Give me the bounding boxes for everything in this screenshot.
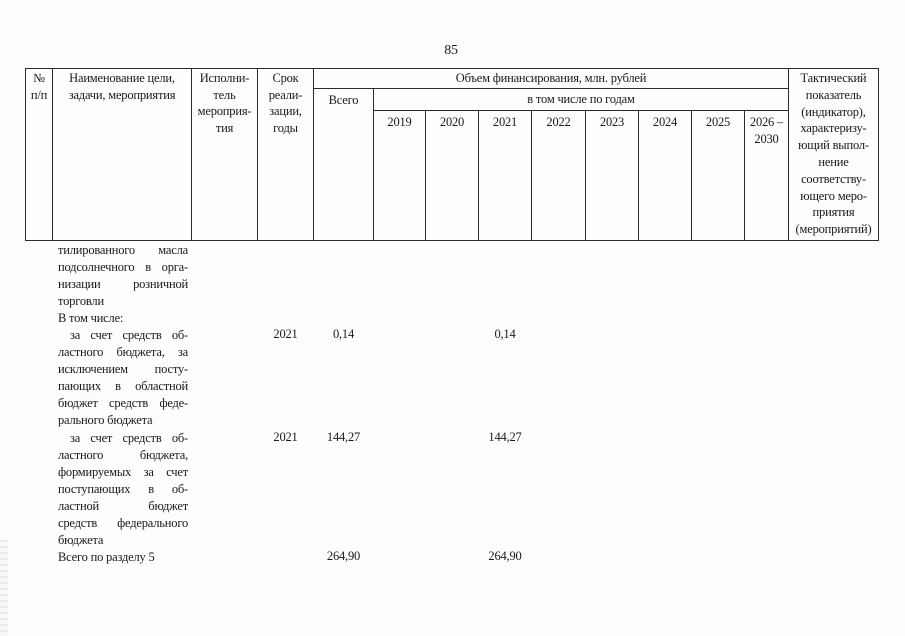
text-line: пающих в областной	[58, 379, 188, 393]
text-line: торговли	[58, 294, 104, 308]
text-line: В том числе:	[58, 311, 124, 325]
text-line: ластного бюджета,	[58, 448, 188, 462]
header-by-years: в том числе по годам	[527, 92, 635, 106]
row-value-2021: 144,27	[488, 430, 522, 444]
section-total-2021: 264,90	[488, 549, 522, 563]
text-line: подсолнечного в орга-	[58, 260, 188, 274]
text-line: рального бюджета	[58, 413, 153, 427]
text-line: формируемых за счет	[58, 465, 188, 479]
header-col-name: Наименование цели, задачи, мероприятия	[68, 71, 176, 102]
header-col-executor: Исполни- тель мероприя- тия	[197, 71, 252, 135]
text-line: бюджета	[58, 533, 104, 547]
scan-artifact	[0, 540, 8, 636]
text-line: бюджет средств феде-	[58, 396, 188, 410]
header-year-2023: 2023	[599, 115, 625, 129]
header-funding-title: Объем финансирования, млн. рублей	[455, 71, 647, 85]
header-year-2024: 2024	[652, 115, 678, 129]
header-year-2021: 2021	[492, 115, 518, 129]
header-col-number: № п/п	[30, 71, 48, 102]
row-total: 144,27	[326, 430, 361, 444]
text-line: за счет средств об-	[70, 328, 188, 342]
header-year-2020: 2020	[439, 115, 465, 129]
header-col-term: Срок реали- зации, годы	[268, 71, 303, 135]
row-total: 0,14	[332, 327, 355, 341]
page-number: 85	[444, 43, 458, 58]
text-line: тилированного масла	[58, 243, 188, 257]
header-year-2019: 2019	[387, 115, 412, 129]
section-total-label: Всего по разделу 5	[58, 550, 155, 564]
row-term: 2021	[273, 430, 298, 444]
text-line: за счет средств об-	[70, 431, 188, 445]
section-total-value: 264,90	[326, 549, 361, 563]
text-line: поступающих в об-	[58, 482, 188, 496]
text-line: средств федерального	[58, 516, 188, 530]
text-line: исключением посту-	[58, 362, 188, 376]
text-line: низации розничной	[58, 277, 188, 291]
header-year-2025: 2025	[705, 115, 731, 129]
header-year-2026-2030: 2026 – 2030	[749, 115, 784, 146]
text-line: ластной бюджет	[58, 499, 188, 513]
row-value-2021: 0,14	[494, 327, 516, 341]
header-total: Всего	[328, 93, 359, 107]
header-col-indicator: Тактический показатель (индикатор), характеризу- ющий выпол- нение соответству- ющего меро- приятия (мероприятий)	[795, 71, 872, 237]
text-line: ластного бюджета, за	[58, 345, 188, 359]
row-term: 2021	[273, 327, 298, 341]
header-year-2022: 2022	[546, 115, 571, 129]
